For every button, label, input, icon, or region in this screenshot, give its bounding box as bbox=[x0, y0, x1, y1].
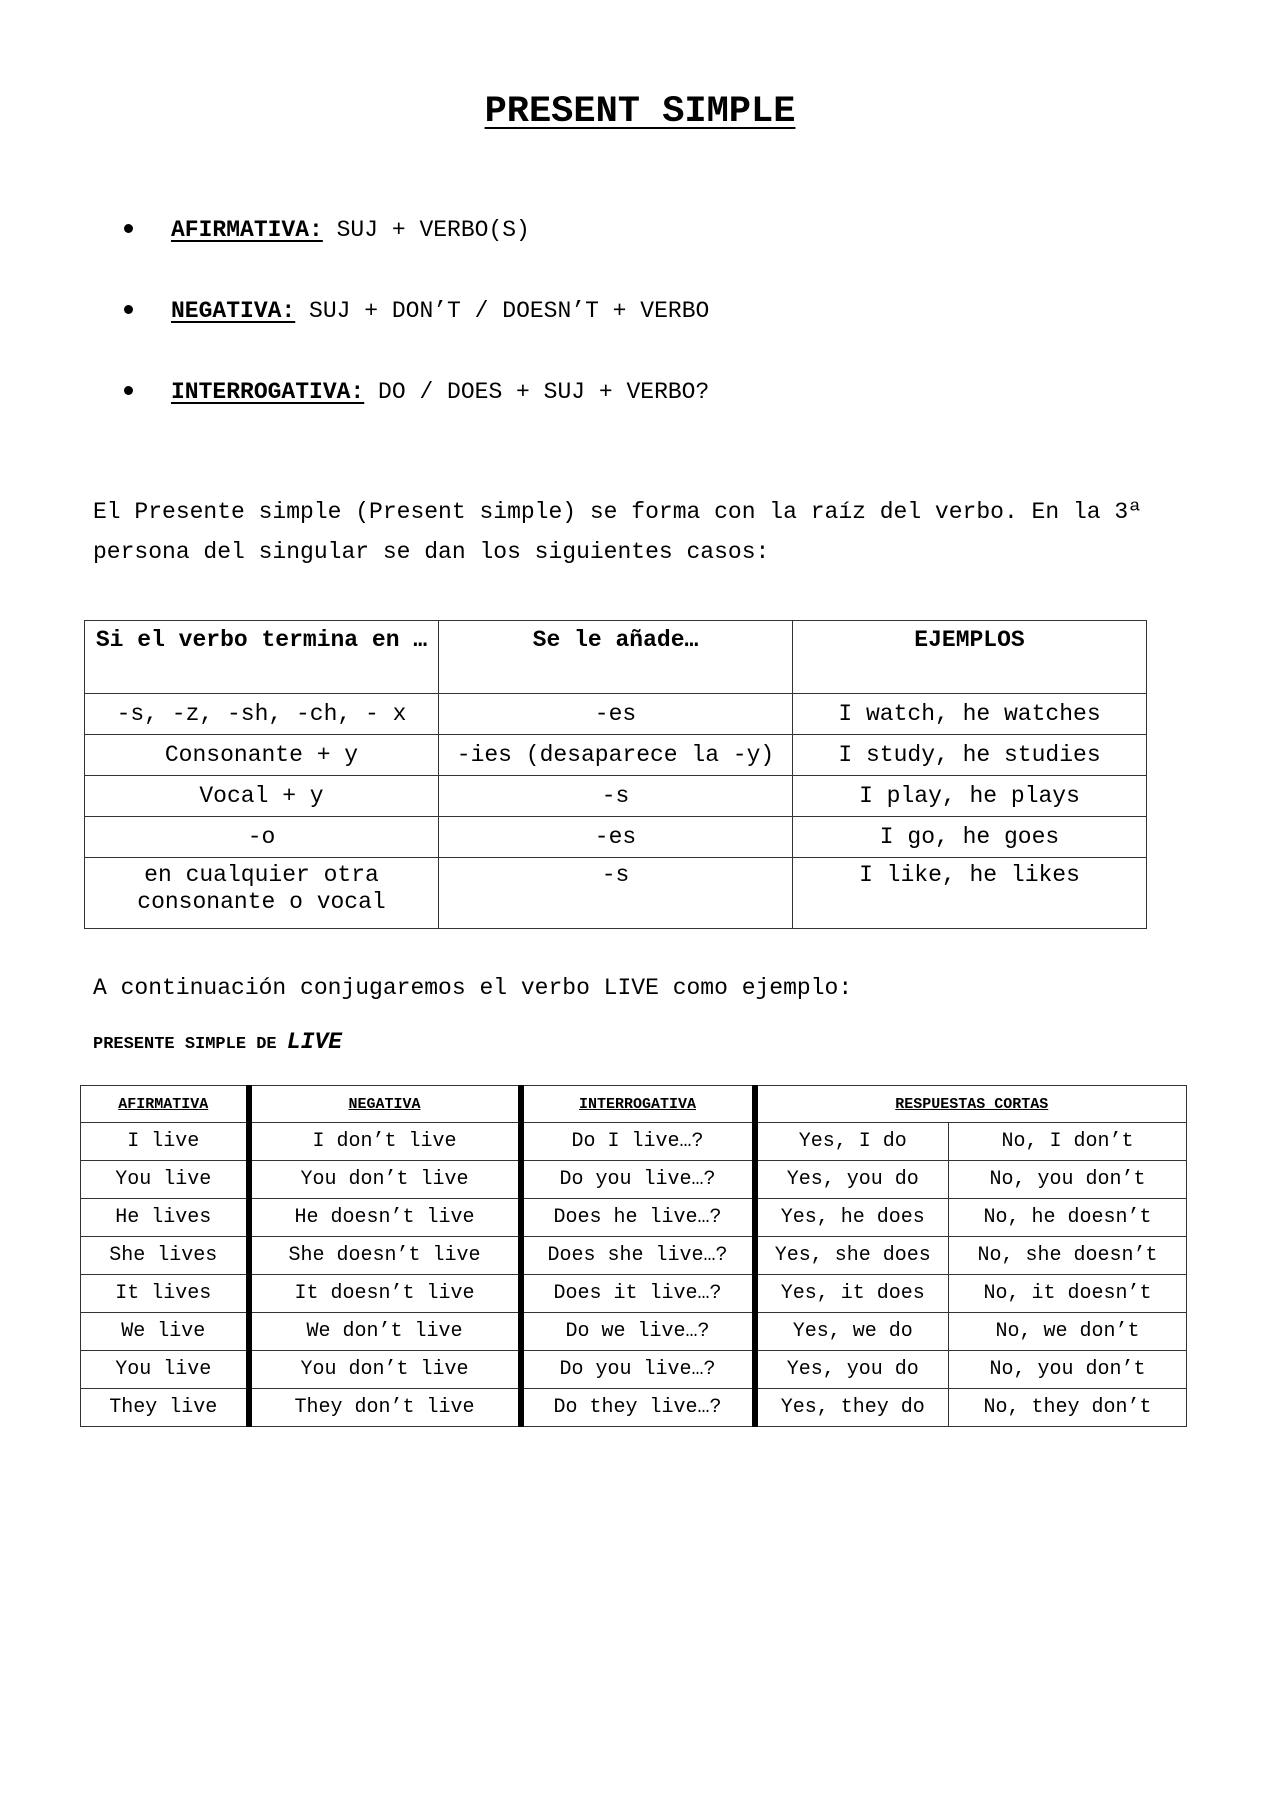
short-answer-yes-cell: Yes, it does bbox=[755, 1275, 949, 1313]
interrogative-cell: Do they live…? bbox=[521, 1389, 755, 1427]
rule-interrogative bbox=[128, 372, 710, 453]
header-ending: Si el verbo termina en … bbox=[85, 621, 439, 694]
table-row bbox=[85, 735, 1147, 776]
interrogative-cell: Do I live…? bbox=[521, 1123, 755, 1161]
subheading-verb: LIVE bbox=[286, 1029, 343, 1055]
suffix-cell: -es bbox=[439, 817, 793, 858]
table-row bbox=[81, 1313, 1187, 1351]
interrogative-cell: Does she live…? bbox=[521, 1237, 755, 1275]
table-row bbox=[81, 1161, 1187, 1199]
rule-text bbox=[171, 291, 709, 331]
table-row bbox=[81, 1389, 1187, 1427]
short-answer-yes-cell: Yes, you do bbox=[755, 1161, 949, 1199]
short-answer-yes-cell: Yes, you do bbox=[755, 1351, 949, 1389]
negative-cell: It doesn’t live bbox=[249, 1275, 521, 1313]
suffix-cell: -es bbox=[439, 694, 793, 735]
short-answer-no-cell: No, I don’t bbox=[949, 1123, 1187, 1161]
rule-affirmative bbox=[128, 210, 530, 291]
affirmative-cell: We live bbox=[81, 1313, 249, 1351]
bullet-icon bbox=[124, 305, 133, 314]
interrogative-cell: Does he live…? bbox=[521, 1199, 755, 1237]
header-negative: NEGATIVA bbox=[249, 1086, 521, 1123]
page-title: PRESENT SIMPLE bbox=[484, 91, 796, 133]
interrogative-cell: Do we live…? bbox=[521, 1313, 755, 1351]
short-answer-no-cell: No, we don’t bbox=[949, 1313, 1187, 1351]
negative-cell: You don’t live bbox=[249, 1161, 521, 1199]
affirmative-cell: You live bbox=[81, 1161, 249, 1199]
rule-text bbox=[171, 210, 530, 250]
header-interrogative: INTERROGATIVA bbox=[521, 1086, 755, 1123]
affirmative-cell: I live bbox=[81, 1123, 249, 1161]
short-answer-no-cell: No, she doesn’t bbox=[949, 1237, 1187, 1275]
table-row bbox=[85, 776, 1147, 817]
conjugation-subheading bbox=[93, 1027, 342, 1060]
example-cell: I study, he studies bbox=[793, 735, 1147, 776]
short-answer-yes-cell: Yes, they do bbox=[755, 1389, 949, 1427]
suffix-cell: -s bbox=[439, 776, 793, 817]
table-row bbox=[81, 1199, 1187, 1237]
rule-formula: DO / DOES + SUJ + VERBO? bbox=[364, 379, 710, 405]
header-affirmative: AFIRMATIVA bbox=[81, 1086, 249, 1123]
rule-label: AFIRMATIVA: bbox=[171, 217, 323, 243]
negative-cell: I don’t live bbox=[249, 1123, 521, 1161]
table-row bbox=[81, 1237, 1187, 1275]
table-row bbox=[85, 694, 1147, 735]
short-answer-no-cell: No, he doesn’t bbox=[949, 1199, 1187, 1237]
table-header-row bbox=[85, 621, 1147, 694]
table-header-row bbox=[81, 1086, 1187, 1123]
interrogative-cell: Do you live…? bbox=[521, 1161, 755, 1199]
table-row bbox=[85, 817, 1147, 858]
ending-cell: -s, -z, -sh, -ch, - x bbox=[85, 694, 439, 735]
short-answer-yes-cell: Yes, we do bbox=[755, 1313, 949, 1351]
spelling-rules-table bbox=[84, 620, 1147, 929]
header-short-answers: RESPUESTAS CORTAS bbox=[755, 1086, 1187, 1123]
negative-cell: She doesn’t live bbox=[249, 1237, 521, 1275]
example-cell: I play, he plays bbox=[793, 776, 1147, 817]
negative-cell: You don’t live bbox=[249, 1351, 521, 1389]
bullet-icon bbox=[124, 224, 133, 233]
interrogative-cell: Do you live…? bbox=[521, 1351, 755, 1389]
short-answer-no-cell: No, it doesn’t bbox=[949, 1275, 1187, 1313]
short-answer-no-cell: No, they don’t bbox=[949, 1389, 1187, 1427]
rule-label: NEGATIVA: bbox=[171, 298, 296, 324]
ending-cell: -o bbox=[85, 817, 439, 858]
example-cell: I watch, he watches bbox=[793, 694, 1147, 735]
table-row bbox=[85, 858, 1147, 929]
affirmative-cell: They live bbox=[81, 1389, 249, 1427]
negative-cell: They don’t live bbox=[249, 1389, 521, 1427]
short-answer-yes-cell: Yes, I do bbox=[755, 1123, 949, 1161]
suffix-cell: -ies (desaparece la -y) bbox=[439, 735, 793, 776]
conjugation-table bbox=[80, 1085, 1187, 1427]
rule-text bbox=[171, 372, 709, 412]
short-answer-no-cell: No, you don’t bbox=[949, 1351, 1187, 1389]
short-answer-no-cell: No, you don’t bbox=[949, 1161, 1187, 1199]
rule-label: INTERROGATIVA: bbox=[171, 379, 365, 405]
header-suffix: Se le añade… bbox=[439, 621, 793, 694]
affirmative-cell: He lives bbox=[81, 1199, 249, 1237]
rule-negative bbox=[128, 291, 710, 372]
interrogative-cell: Does it live…? bbox=[521, 1275, 755, 1313]
ending-cell: Vocal + y bbox=[85, 776, 439, 817]
affirmative-cell: You live bbox=[81, 1351, 249, 1389]
example-cell: I go, he goes bbox=[793, 817, 1147, 858]
short-answer-yes-cell: Yes, he does bbox=[755, 1199, 949, 1237]
conjugation-intro: A continuación conjugaremos el verbo LIVE como ejemplo: bbox=[93, 975, 853, 1001]
short-answer-yes-cell: Yes, she does bbox=[755, 1237, 949, 1275]
table-row bbox=[81, 1351, 1187, 1389]
rule-formula: SUJ + VERBO(S) bbox=[322, 217, 530, 243]
ending-cell: en cualquier otra consonante o vocal bbox=[85, 858, 439, 929]
ending-cell: Consonante + y bbox=[85, 735, 439, 776]
table-row bbox=[81, 1275, 1187, 1313]
header-examples: EJEMPLOS bbox=[793, 621, 1147, 694]
negative-cell: We don’t live bbox=[249, 1313, 521, 1351]
table-row bbox=[81, 1123, 1187, 1161]
affirmative-cell: She lives bbox=[81, 1237, 249, 1275]
suffix-cell: -s bbox=[439, 858, 793, 929]
subheading-prefix: PRESENTE SIMPLE DE bbox=[93, 1035, 287, 1054]
negative-cell: He doesn’t live bbox=[249, 1199, 521, 1237]
rule-formula: SUJ + DON’T / DOESN’T + VERBO bbox=[295, 298, 710, 324]
affirmative-cell: It lives bbox=[81, 1275, 249, 1313]
example-cell: I like, he likes bbox=[793, 858, 1147, 929]
bullet-icon bbox=[124, 386, 133, 395]
explanation-paragraph: El Presente simple (Present simple) se forma con la raíz del verbo. En la 3ª persona del singular se dan los siguientes casos: bbox=[93, 499, 1142, 565]
structure-rules-list bbox=[128, 210, 710, 453]
